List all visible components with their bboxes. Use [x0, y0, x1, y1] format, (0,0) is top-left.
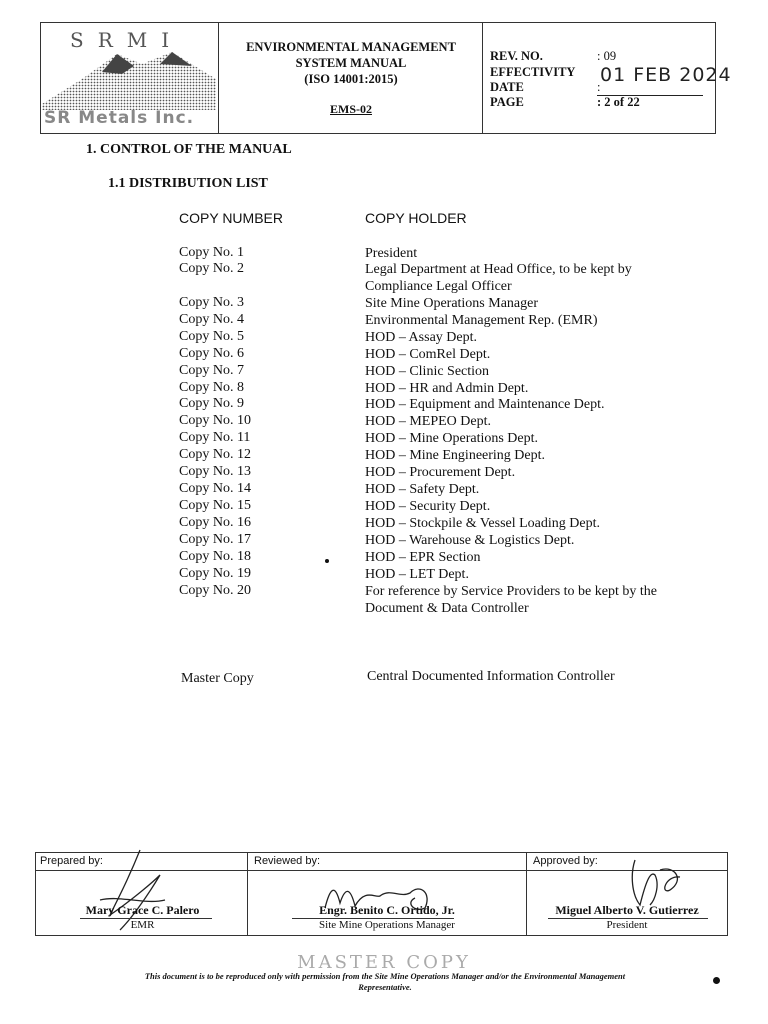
reproduction-notice: This document is to be reproduced only with permission from the Site Mine Operations Manager and/or the Environmental Management Representative. [144, 971, 626, 992]
copy-number: Copy No. 12 [179, 447, 251, 462]
prepared-by-role: EMR [130, 919, 155, 931]
copy-holder: HOD – Clinic Section [365, 364, 490, 379]
copy-number: Copy No. 1 [179, 245, 244, 260]
reviewed-by-role: Site Mine Operations Manager [319, 919, 455, 931]
copy-holder: HOD – ComRel Dept. [365, 347, 491, 362]
prepared-by-name: Mary Grace C. Palero [85, 903, 200, 917]
copy-holder: HOD – Assay Dept. [365, 330, 477, 345]
effectivity-date-stamp: 01 FEB 2024 [600, 64, 732, 86]
copy-number: Copy No. 9 [179, 396, 244, 411]
page-dot [713, 977, 720, 984]
signature-table-divider [247, 852, 248, 936]
copy-holder: HOD – Stockpile & Vessel Loading Dept. [365, 516, 600, 531]
company-logo [42, 24, 216, 132]
copy-number: Copy No. 16 [179, 515, 251, 530]
copy-number: Copy No. 19 [179, 566, 251, 581]
approved-by-label: Approved by: [533, 855, 598, 867]
subsection-heading: 1.1 DISTRIBUTION LIST [108, 176, 268, 191]
header-divider [482, 22, 483, 134]
copy-holder: President [365, 246, 418, 261]
page-label: PAGE [490, 95, 524, 109]
approved-by-name: Miguel Alberto V. Gutierrez [555, 903, 699, 917]
copy-holder: Environmental Management Rep. (EMR) [365, 313, 598, 328]
copy-number: Copy No. 17 [179, 532, 251, 547]
signature-approved [610, 855, 690, 910]
stray-dot [325, 559, 329, 563]
reviewed-by-name: Engr. Benito C. Ortido, Jr. [319, 903, 455, 917]
date-label: DATE [490, 80, 524, 94]
copy-holder: HOD – Equipment and Maintenance Dept. [365, 397, 605, 412]
copy-number: Copy No. 7 [179, 363, 244, 378]
section-heading: 1. CONTROL OF THE MANUAL [86, 142, 292, 157]
copy-holder: HOD – EPR Section [365, 550, 481, 565]
copy-number: Copy No. 5 [179, 329, 244, 344]
copy-number: Copy No. 18 [179, 549, 251, 564]
copy-holder: For reference by Service Providers to be kept by the Document & Data Controller [365, 584, 657, 616]
column-header-copy-holder: COPY HOLDER [365, 210, 467, 226]
copy-holder: Site Mine Operations Manager [365, 296, 539, 311]
date-colon: : [597, 80, 601, 94]
copy-number: Copy No. 10 [179, 413, 251, 428]
master-copy-stamp: MASTER COPY [297, 952, 471, 973]
copy-holder: HOD – MEPEO Dept. [365, 414, 491, 429]
copy-holder: HOD – Mine Operations Dept. [365, 431, 539, 446]
master-copy-label: Master Copy [181, 671, 254, 686]
effectivity-label: EFFECTIVITY [490, 65, 576, 79]
copy-number: Copy No. 11 [179, 430, 251, 445]
document-code-text: EMS-02 [330, 102, 372, 116]
copy-number: Copy No. 2 [179, 261, 244, 276]
copy-holder: HOD – HR and Admin Dept. [365, 381, 529, 396]
copy-holder: HOD – Warehouse & Logistics Dept. [365, 533, 575, 548]
header-divider [218, 22, 219, 134]
logo-company-name: SR Metals Inc. [44, 108, 195, 128]
manual-title-line-2: SYSTEM MANUAL [295, 56, 407, 70]
copy-holder: Legal Department at Head Office, to be kept by Compliance Legal Officer [365, 262, 632, 294]
logo-letters: SRMI [70, 28, 184, 52]
copy-holder: HOD – Security Dept. [365, 499, 491, 514]
copy-number: Copy No. 15 [179, 498, 251, 513]
copy-holder: HOD – LET Dept. [365, 567, 469, 582]
reviewed-by-label: Reviewed by: [254, 855, 321, 867]
approved-by-role: President [606, 919, 648, 931]
copy-holder: HOD – Safety Dept. [365, 482, 480, 497]
copy-number: Copy No. 20 [179, 583, 251, 598]
page-value: : 2 of 22 [597, 95, 640, 109]
manual-title-line-3: (ISO 14001:2015) [304, 72, 398, 86]
copy-number: Copy No. 4 [179, 312, 244, 327]
prepared-by-label: Prepared by: [40, 855, 103, 867]
copy-number: Copy No. 13 [179, 464, 251, 479]
copy-number: Copy No. 6 [179, 346, 244, 361]
column-header-copy-number: COPY NUMBER [179, 210, 283, 226]
copy-holder: HOD – Procurement Dept. [365, 465, 516, 480]
copy-number: Copy No. 14 [179, 481, 251, 496]
copy-number: Copy No. 8 [179, 380, 244, 395]
signature-table-divider [526, 852, 527, 936]
manual-title-line-1: ENVIRONMENTAL MANAGEMENT [246, 40, 456, 54]
copy-holder: HOD – Mine Engineering Dept. [365, 448, 546, 463]
copy-number: Copy No. 3 [179, 295, 244, 310]
rev-no-value: : 09 [597, 49, 617, 63]
master-copy-holder: Central Documented Information Controller [367, 669, 615, 684]
document-code [220, 102, 482, 117]
rev-no-label: REV. NO. [490, 49, 543, 63]
